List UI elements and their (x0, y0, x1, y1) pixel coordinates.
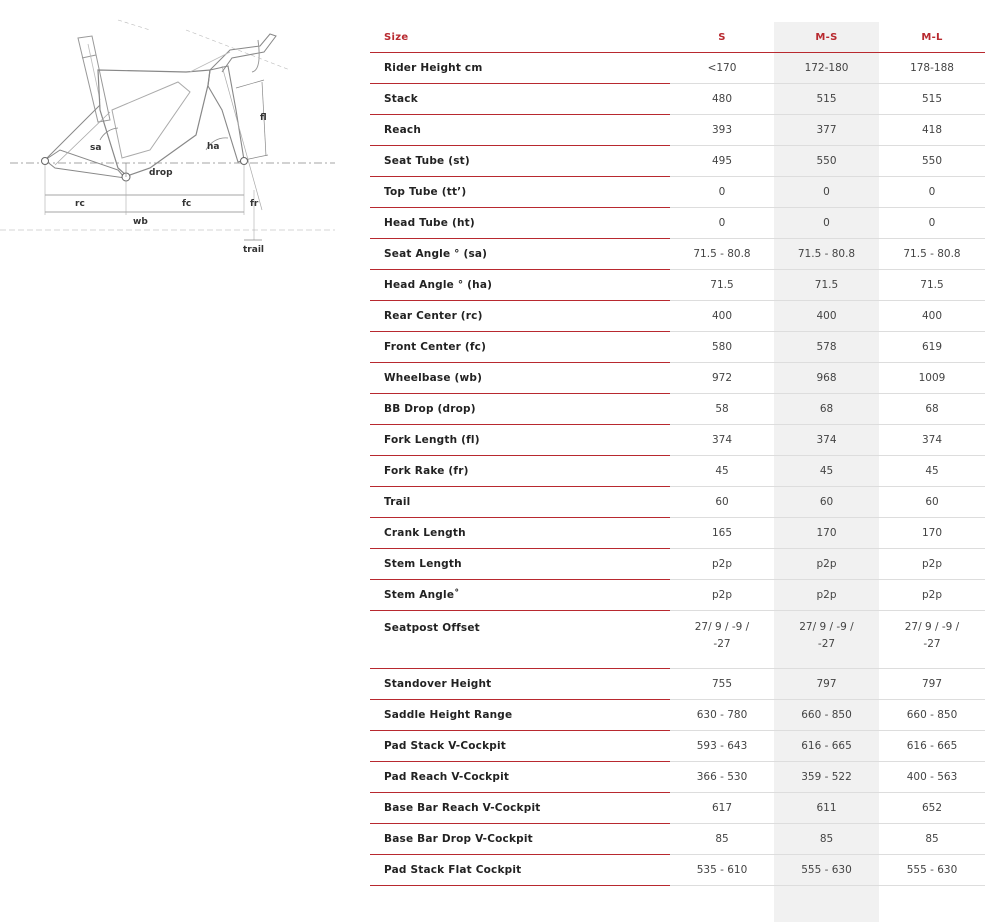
row-label: Base Bar Reach V-Cockpit (370, 793, 670, 824)
value-m-s: 374 (774, 425, 879, 456)
value-m-l: 797 (879, 669, 985, 700)
diagram-label-fl: fl (260, 113, 267, 123)
value-m-l: 550 (879, 146, 985, 177)
value-m-l: 652 (879, 793, 985, 824)
geometry-diagram (0, 0, 345, 270)
table-row (370, 146, 985, 177)
geometry-table-container (370, 22, 985, 886)
diagram-label-wb: wb (133, 217, 148, 227)
row-label: Seat Tube (st) (370, 146, 670, 177)
value-m-l: 68 (879, 394, 985, 425)
value-m-s: 170 (774, 518, 879, 549)
value-m-s: 377 (774, 115, 879, 146)
row-label: BB Drop (drop) (370, 394, 670, 425)
row-label: Base Bar Drop V-Cockpit (370, 824, 670, 855)
value-s: 593 - 643 (670, 731, 774, 762)
table-header-row (370, 22, 985, 53)
value-m-s: 797 (774, 669, 879, 700)
value-s: 71.5 - 80.8 (670, 239, 774, 270)
bike-frame-illustration (0, 0, 345, 270)
row-label: Pad Stack Flat Cockpit (370, 855, 670, 886)
row-label: Wheelbase (wb) (370, 363, 670, 394)
value-m-s: 45 (774, 456, 879, 487)
value-m-l: p2p (879, 549, 985, 580)
value-m-l: 555 - 630 (879, 855, 985, 886)
size-header-m-l: M-L (879, 22, 985, 53)
value-m-s: 660 - 850 (774, 700, 879, 731)
value-m-s: 578 (774, 332, 879, 363)
table-row (370, 611, 985, 669)
diagram-label-rc: rc (75, 199, 85, 209)
row-label: Front Center (fc) (370, 332, 670, 363)
value-s: 755 (670, 669, 774, 700)
value-m-s: 0 (774, 177, 879, 208)
row-label: Seatpost Offset (370, 611, 670, 669)
value-m-s: 71.5 (774, 270, 879, 301)
value-m-l: 374 (879, 425, 985, 456)
value-m-s: 172-180 (774, 53, 879, 84)
row-label: Top Tube (tt’) (370, 177, 670, 208)
value-s: 0 (670, 177, 774, 208)
value-s: 71.5 (670, 270, 774, 301)
row-label: Stem Length (370, 549, 670, 580)
table-row (370, 332, 985, 363)
value-m-s: 515 (774, 84, 879, 115)
row-label: Trail (370, 487, 670, 518)
value-s: 45 (670, 456, 774, 487)
value-m-s (774, 611, 879, 669)
value-text: 27/ 9 / -9 / -27 (694, 621, 750, 650)
value-m-s: p2p (774, 549, 879, 580)
value-m-s: 550 (774, 146, 879, 177)
row-label: Crank Length (370, 518, 670, 549)
table-row (370, 394, 985, 425)
value-s: 165 (670, 518, 774, 549)
row-label: Reach (370, 115, 670, 146)
value-m-s: 968 (774, 363, 879, 394)
value-m-l: 1009 (879, 363, 985, 394)
value-m-l: 71.5 (879, 270, 985, 301)
table-row (370, 487, 985, 518)
value-m-l: 400 (879, 301, 985, 332)
value-s: 495 (670, 146, 774, 177)
value-m-s: 71.5 - 80.8 (774, 239, 879, 270)
value-m-l: 400 - 563 (879, 762, 985, 793)
value-s: 58 (670, 394, 774, 425)
value-m-l: 616 - 665 (879, 731, 985, 762)
value-m-l: 0 (879, 177, 985, 208)
value-s: <170 (670, 53, 774, 84)
diagram-label-fc: fc (182, 199, 192, 209)
table-row (370, 824, 985, 855)
table-row (370, 177, 985, 208)
row-label: Head Angle ° (ha) (370, 270, 670, 301)
value-text: 27/ 9 / -9 / -27 (904, 621, 960, 650)
value-m-s: 400 (774, 301, 879, 332)
diagram-label-ha: ha (207, 142, 220, 152)
row-label: Stack (370, 84, 670, 115)
size-header-m-s: M-S (774, 22, 879, 53)
value-m-l: 85 (879, 824, 985, 855)
table-row (370, 580, 985, 611)
row-label: Head Tube (ht) (370, 208, 670, 239)
value-s (670, 611, 774, 669)
geometry-table-body (370, 53, 985, 886)
value-m-l: 71.5 - 80.8 (879, 239, 985, 270)
table-row (370, 363, 985, 394)
value-m-s: 359 - 522 (774, 762, 879, 793)
value-m-l: 619 (879, 332, 985, 363)
row-label: Fork Length (fl) (370, 425, 670, 456)
value-m-s: 616 - 665 (774, 731, 879, 762)
value-s: 374 (670, 425, 774, 456)
size-header-s: S (670, 22, 774, 53)
value-s: 972 (670, 363, 774, 394)
value-s: 60 (670, 487, 774, 518)
value-m-s: 0 (774, 208, 879, 239)
value-s: 393 (670, 115, 774, 146)
value-s: 630 - 780 (670, 700, 774, 731)
table-row (370, 700, 985, 731)
table-row (370, 855, 985, 886)
row-label: Pad Stack V-Cockpit (370, 731, 670, 762)
row-label: Rear Center (rc) (370, 301, 670, 332)
table-row (370, 549, 985, 580)
row-label: Pad Reach V-Cockpit (370, 762, 670, 793)
value-s: 480 (670, 84, 774, 115)
geometry-table (370, 22, 985, 886)
value-m-l: 178-188 (879, 53, 985, 84)
table-row (370, 518, 985, 549)
value-m-l: 418 (879, 115, 985, 146)
table-row (370, 115, 985, 146)
row-label: Rider Height cm (370, 53, 670, 84)
value-m-l: 60 (879, 487, 985, 518)
value-m-s: 555 - 630 (774, 855, 879, 886)
row-label: Standover Height (370, 669, 670, 700)
table-row (370, 208, 985, 239)
value-m-s: 85 (774, 824, 879, 855)
table-row (370, 425, 985, 456)
value-m-l: 45 (879, 456, 985, 487)
diagram-label-sa: sa (90, 143, 102, 153)
table-row (370, 669, 985, 700)
table-row (370, 793, 985, 824)
row-label: Fork Rake (fr) (370, 456, 670, 487)
value-s: 85 (670, 824, 774, 855)
row-label: Seat Angle ° (sa) (370, 239, 670, 270)
value-m-s: 611 (774, 793, 879, 824)
value-s: 0 (670, 208, 774, 239)
table-row (370, 456, 985, 487)
table-row (370, 239, 985, 270)
row-label: Stem Angle˚ (370, 580, 670, 611)
diagram-label-trail: trail (243, 245, 264, 255)
value-s: 535 - 610 (670, 855, 774, 886)
value-s: 580 (670, 332, 774, 363)
size-header-label: Size (370, 22, 670, 53)
value-m-l: 0 (879, 208, 985, 239)
value-m-l: 170 (879, 518, 985, 549)
value-m-s: p2p (774, 580, 879, 611)
value-m-l (879, 611, 985, 669)
table-row (370, 270, 985, 301)
value-s: p2p (670, 580, 774, 611)
diagram-label-drop: drop (149, 168, 173, 178)
value-m-s: 68 (774, 394, 879, 425)
value-s: 400 (670, 301, 774, 332)
value-text: 27/ 9 / -9 / -27 (799, 621, 854, 650)
table-row (370, 762, 985, 793)
value-m-l: 515 (879, 84, 985, 115)
value-m-s: 60 (774, 487, 879, 518)
table-row (370, 53, 985, 84)
value-s: 617 (670, 793, 774, 824)
table-row (370, 301, 985, 332)
row-label: Saddle Height Range (370, 700, 670, 731)
table-row (370, 731, 985, 762)
value-s: p2p (670, 549, 774, 580)
value-s: 366 - 530 (670, 762, 774, 793)
diagram-label-fr: fr (250, 199, 259, 209)
table-row (370, 84, 985, 115)
value-m-l: p2p (879, 580, 985, 611)
value-m-l: 660 - 850 (879, 700, 985, 731)
